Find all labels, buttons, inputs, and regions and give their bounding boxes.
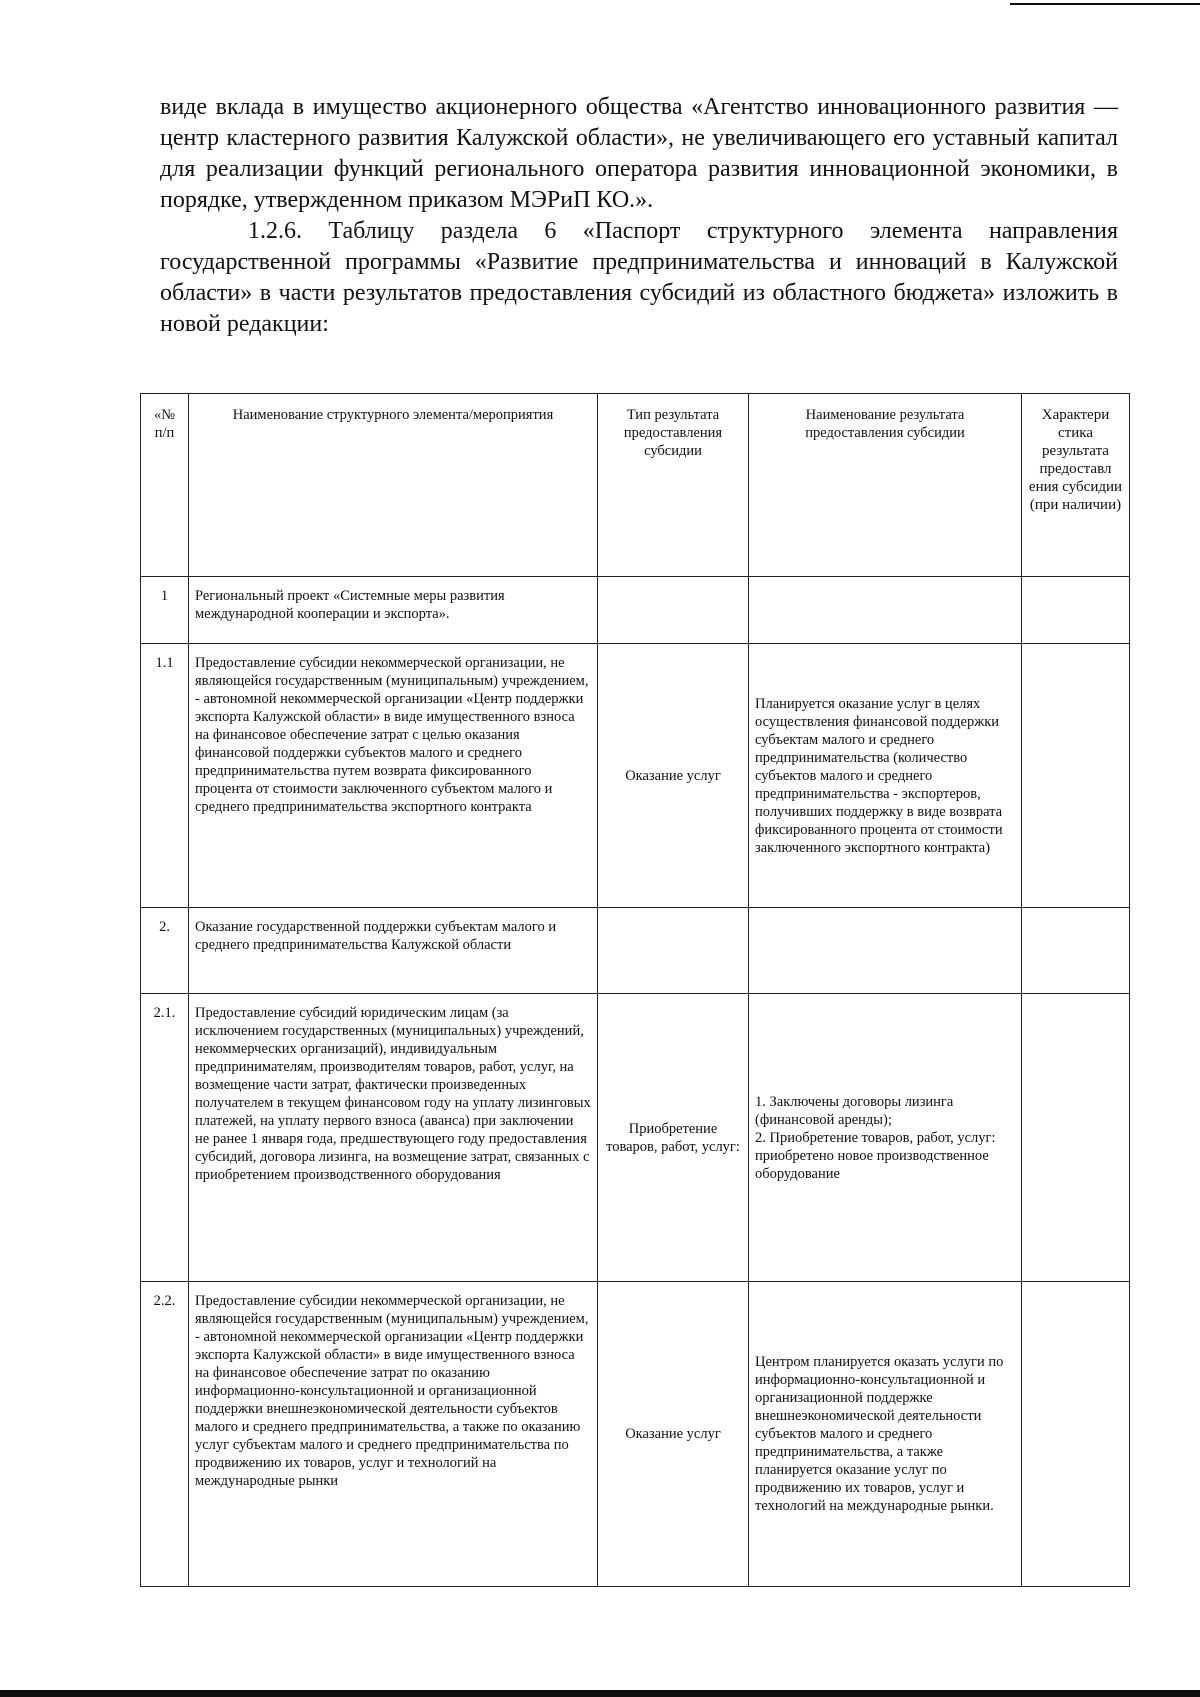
intro-paragraph: виде вклада в имущество акционерного общества «Агентство инновационного развития — центр кластерного развития Калужской области», не увеличивающего его уставный капитал для реализации функций регионального оператора развития инновационной экономики, в порядке, утвержденном приказом МЭРиП КО.». — [160, 94, 1118, 213]
cell-characteristic — [1022, 1282, 1130, 1587]
cell-no: 2. — [141, 908, 189, 994]
cell-no: 1 — [141, 577, 189, 644]
table-header-row — [141, 394, 1130, 577]
cell-name: Оказание государственной поддержки субъектам малого и среднего предпринимательства Калужской области — [189, 908, 598, 994]
cell-type — [598, 908, 749, 994]
table-row — [141, 644, 1130, 908]
cell-type: Приобретение товаров, работ, услуг: — [598, 994, 749, 1282]
cell-result: Планируется оказание услуг в целях осуществления финансовой поддержки субъектам малого и среднего предпринимательства (количество субъектов малого и среднего предпринимательства - экспортеров, получивших поддержку в виде возврата фиксированного процента от стоимости заключенного экспортного контракта) — [749, 644, 1022, 908]
intro-paragraph-amendment: 1.2.6. Таблицу раздела 6 «Паспорт структурного элемента направления государственной программы «Развитие предпринимательства и инноваций в Калужской области» в части результатов предоставления субсидий из областного бюджета» изложить в новой редакции: — [160, 218, 1118, 337]
cell-type: Оказание услуг — [598, 1282, 749, 1587]
header-type: Тип результата предоставления субсидии — [598, 394, 749, 577]
cell-type — [598, 577, 749, 644]
cell-no: 2.1. — [141, 994, 189, 1282]
table-row — [141, 908, 1130, 994]
cell-no: 1.1 — [141, 644, 189, 908]
cell-characteristic — [1022, 994, 1130, 1282]
cell-result: Центром планируется оказать услуги по информационно-консультационной и организационной поддержке внешнеэкономической деятельности субъектов малого и среднего предпринимательства, а также планируется оказание услуг по продвижению их товаров, услуг и технологий на международные рынки. — [749, 1282, 1022, 1587]
cell-name: Предоставление субсидий юридическим лицам (за исключением государственных (муниципальных) учреждений, некоммерческих организаций), индивидуальным предпринимателям, производителям товаров, работ, услуг, на возмещение части затрат, фактически произведенных получателем в текущем финансовом году на уплату лизинговых платежей, на уплату первого взноса (аванса) при заключении не ранее 1 января года, предшествующего году предоставления субсидий, договора лизинга, на возмещение затрат, связанных с приобретением производственного оборудования — [189, 994, 598, 1282]
cell-type: Оказание услуг — [598, 644, 749, 908]
scan-edge-top — [1010, 3, 1200, 5]
table-row — [141, 1282, 1130, 1587]
table-row — [141, 577, 1130, 644]
cell-characteristic — [1022, 644, 1130, 908]
cell-characteristic — [1022, 577, 1130, 644]
scan-edge-bottom — [0, 1690, 1200, 1697]
header-no: «№ п/п — [141, 394, 189, 577]
cell-no: 2.2. — [141, 1282, 189, 1587]
cell-name: Региональный проект «Системные меры развития международной кооперации и экспорта». — [189, 577, 598, 644]
header-result: Наименование результата предоставления субсидии — [749, 394, 1022, 577]
cell-result — [749, 577, 1022, 644]
header-characteristic: Характери стика результата предоставл ения субсидии (при наличии) — [1022, 394, 1130, 577]
cell-name: Предоставление субсидии некоммерческой организации, не являющейся государственным (муниципальным) учреждением, - автономной некоммерческой организации «Центр поддержки экспорта Калужской области» в виде имущественного взноса на финансовое обеспечение затрат с целью оказания финансовой поддержки субъектов малого и среднего предпринимательства путем возврата фиксированного процента от стоимости заключенного субъектом малого и среднего предпринимательства экспортного контракта — [189, 644, 598, 908]
header-name: Наименование структурного элемента/мероприятия — [189, 394, 598, 577]
cell-result: 1. Заключены договоры лизинга (финансовой аренды); 2. Приобретение товаров, работ, услуг: приобретено новое производственное оборудование — [749, 994, 1022, 1282]
table-row — [141, 994, 1130, 1282]
cell-name: Предоставление субсидии некоммерческой организации, не являющейся государственным (муниципальным) учреждением, - автономной некоммерческой организации «Центр поддержки экспорта Калужской области» в виде имущественного взноса на финансовое обеспечение затрат по оказанию информационно-консультационной и организационной поддержки внешнеэкономической деятельности субъектов малого и среднего предпринимательства, а также по оказанию услуг субъектам малого и среднего предпринимательства по продвижению их товаров, услуг и технологий на международные рынки — [189, 1282, 598, 1587]
intro-text — [160, 92, 1118, 340]
passport-table — [140, 393, 1130, 1587]
cell-result — [749, 908, 1022, 994]
cell-characteristic — [1022, 908, 1130, 994]
